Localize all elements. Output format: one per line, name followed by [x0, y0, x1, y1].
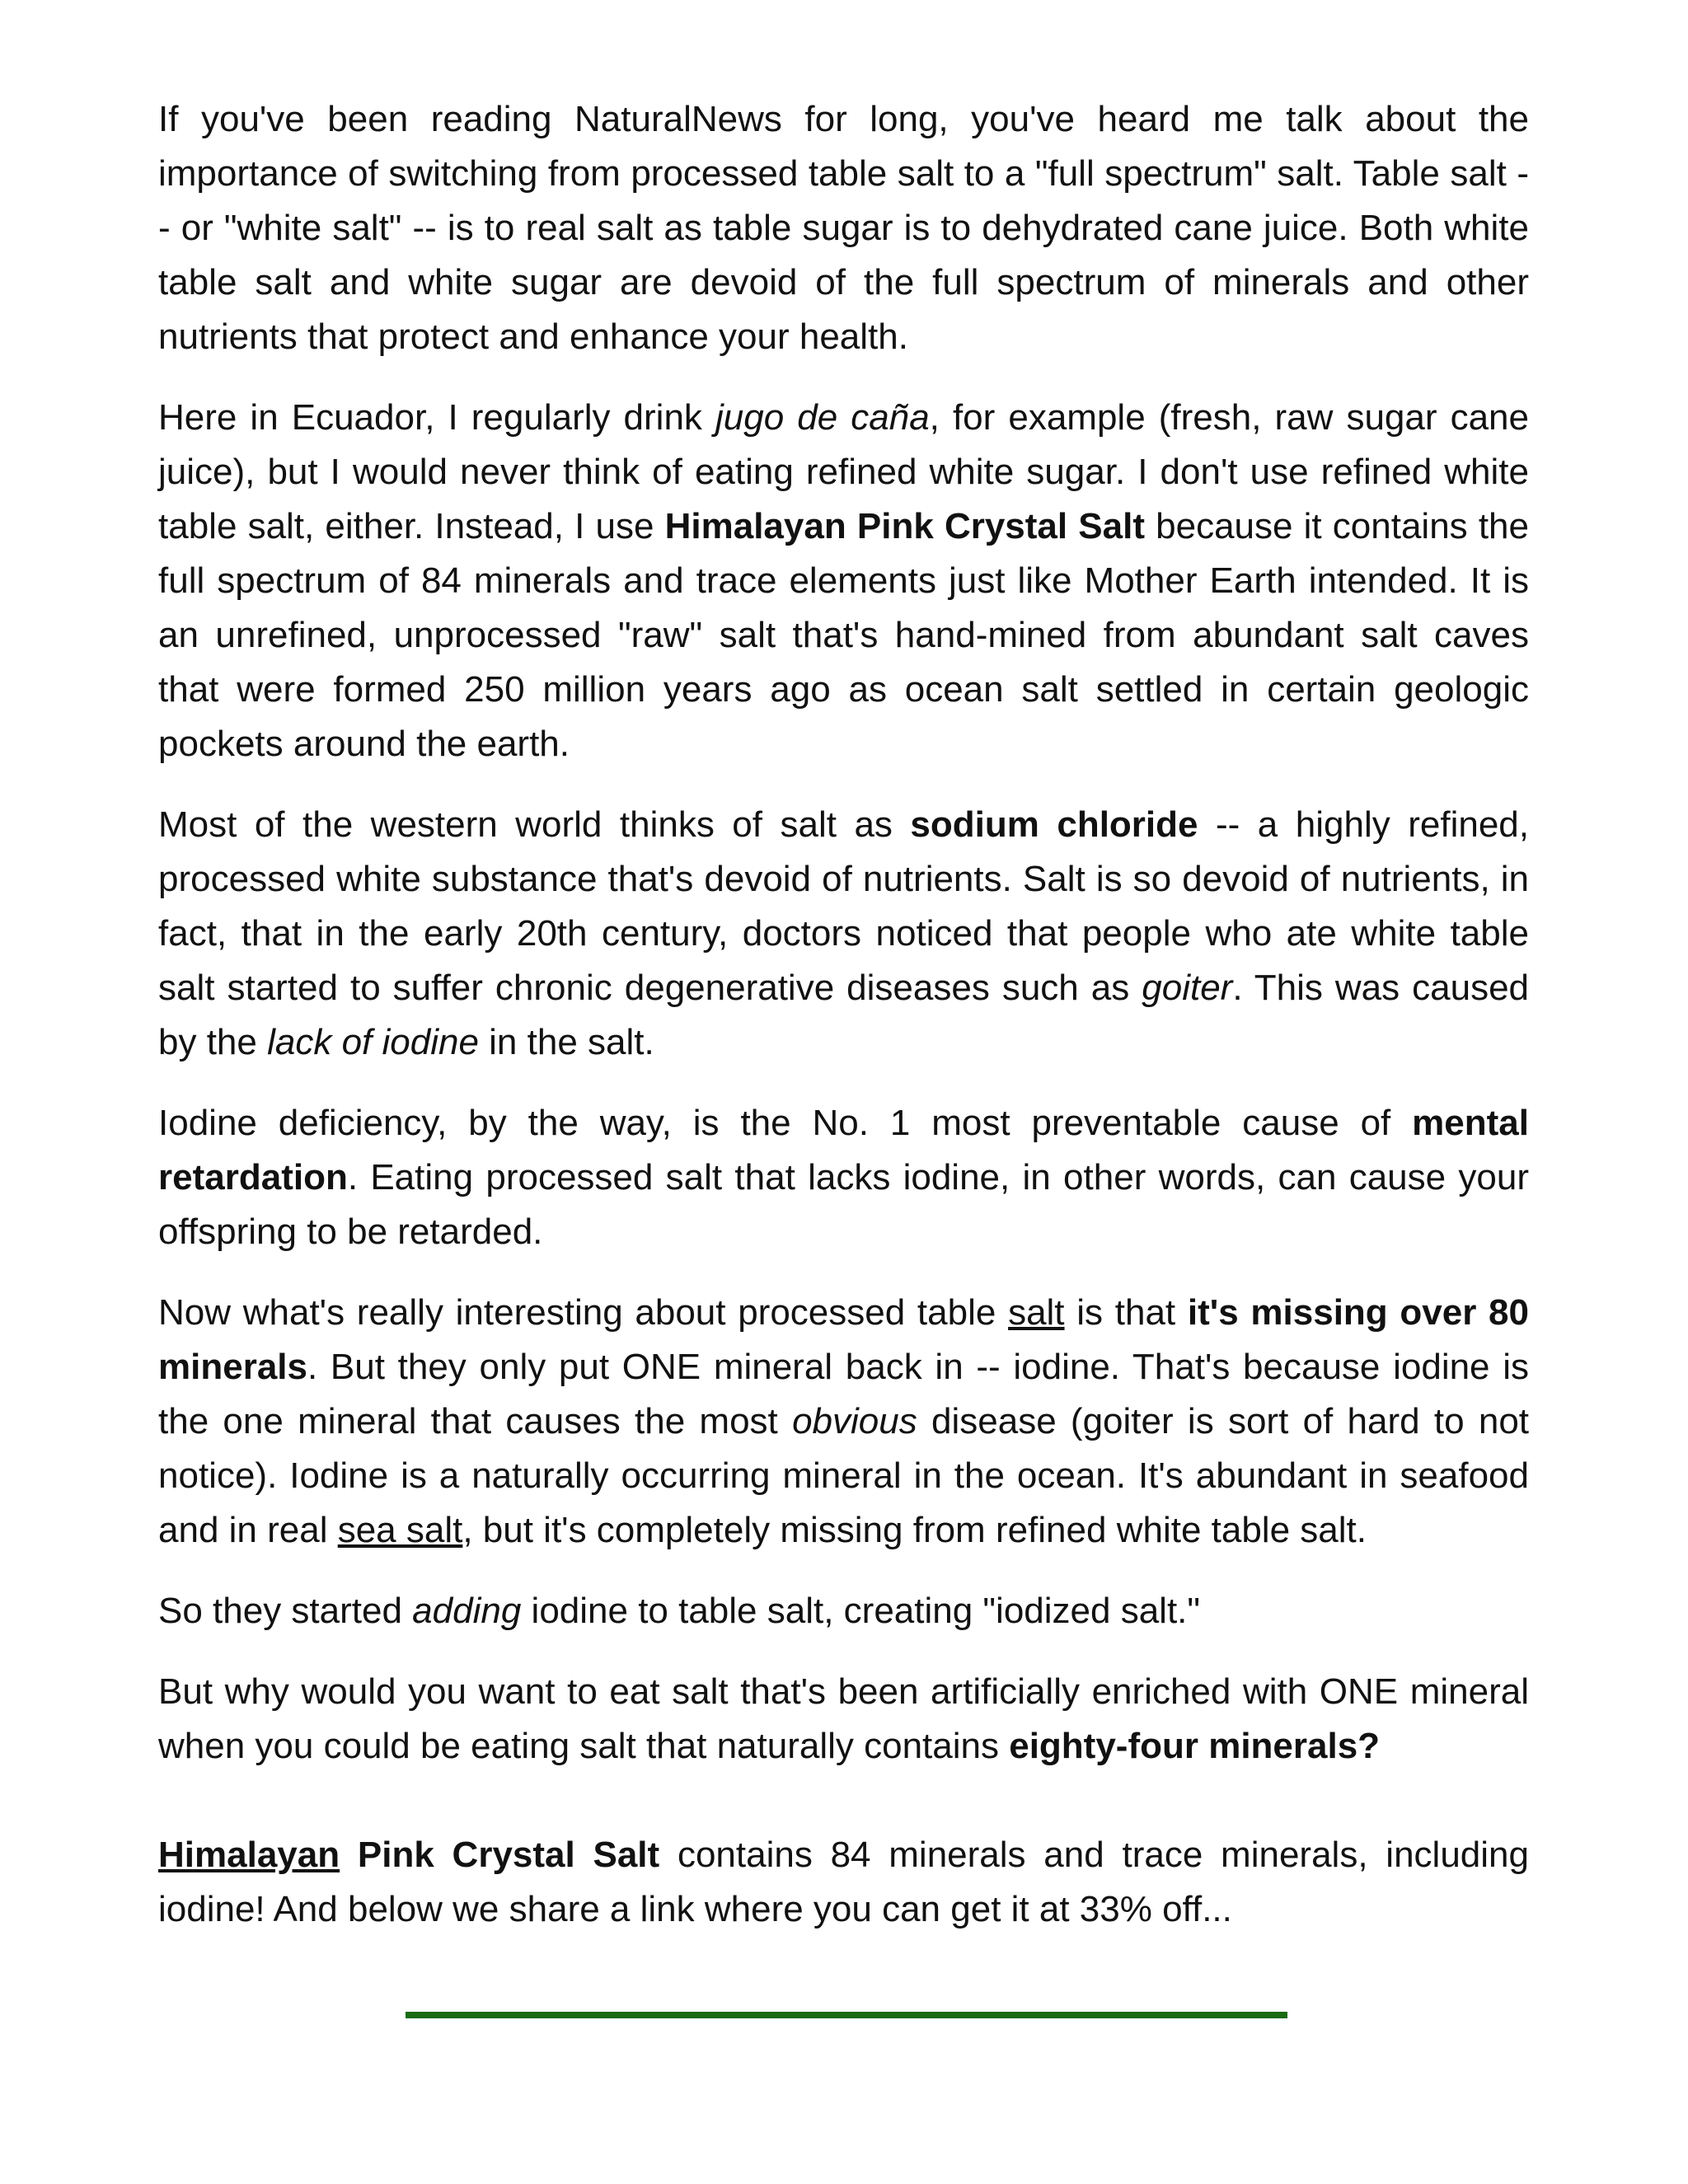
text-run: Here in Ecuador, I regularly drink: [158, 397, 715, 438]
bold-run: it's missing over 80 minerals: [158, 1292, 1529, 1387]
paragraph-missing-minerals: [158, 1286, 1529, 1558]
paragraph-himalayan-offer: [158, 1828, 1529, 1937]
sea-salt-link[interactable]: sea salt: [337, 1510, 463, 1550]
text-run: But why would you want to eat salt that's been artificially enriched with ONE mineral when you could be eating salt that naturally contains: [158, 1671, 1529, 1766]
italic-run: adding: [412, 1591, 522, 1631]
text-run: . But they only put ONE mineral back in -- iodine. That's because iodine is the one mineral that causes the most: [158, 1347, 1529, 1441]
bold-run: eighty-four minerals?: [1009, 1726, 1381, 1766]
text-run: iodine to table salt, creating "iodized salt.": [521, 1591, 1201, 1631]
paragraph-ecuador: [158, 391, 1529, 771]
salt-link[interactable]: salt: [1008, 1292, 1065, 1333]
bold-run: Himalayan Pink Crystal Salt: [664, 506, 1145, 546]
bold-run: Pink Crystal Salt: [340, 1835, 660, 1875]
paragraph-iodized-salt: [158, 1584, 1529, 1638]
italic-run: lack of iodine: [267, 1022, 479, 1062]
paragraph-intro: [158, 92, 1529, 364]
italic-run: obvious: [792, 1401, 917, 1441]
text-run: is that: [1064, 1292, 1188, 1333]
text-run: contains 84 minerals and trace minerals, including iodine! And below we share a link where you can get it at 33% off...: [158, 1835, 1529, 1929]
text-run: . Eating processed salt that lacks iodine, in other words, can cause your offspring to be retarded.: [158, 1157, 1529, 1252]
text-run: disease (goiter is sort of hard to not notice). Iodine is a naturally occurring mineral in the ocean. It's abundant in seafood and in real: [158, 1401, 1530, 1550]
text-run: . This was caused by the: [158, 968, 1530, 1062]
italic-run: jugo de caña: [715, 397, 930, 438]
green-divider: [406, 2012, 1287, 2018]
text-run: Now what's really interesting about processed table: [158, 1292, 1009, 1333]
italic-run: goiter: [1142, 968, 1233, 1008]
paragraph-eighty-four: [158, 1665, 1529, 1774]
bold-run: sodium chloride: [910, 804, 1198, 845]
article-body: [158, 92, 1529, 1963]
paragraph-iodine-deficiency: [158, 1096, 1529, 1259]
text-run: Iodine deficiency, by the way, is the No. 1 most preventable cause of: [158, 1103, 1413, 1143]
text-run: , for example (fresh, raw sugar cane juice), but I would never think of eating refined white sugar. I don't use refined white table salt, either. Instead, I use: [158, 397, 1529, 546]
text-run: So they started: [158, 1591, 413, 1631]
text-run: -- a highly refined, processed white substance that's devoid of nutrients. Salt is so devoid of nutrients, in fact, that in the early 20th century, doctors noticed that people who ate white table salt started to suffer chronic degenerative diseases such as: [158, 804, 1529, 1008]
paragraph-intro-text: If you've been reading NaturalNews for long, you've heard me talk about the importance of switching from processed table salt to a "full spectrum" salt. Table salt -- or "white salt" -- is to real salt as table sugar is to dehydrated cane juice. Both white table salt and white sugar are devoid of the full spectrum of minerals and other nutrients that protect and enhance your health.: [158, 99, 1529, 357]
bold-run: mental retardation: [158, 1103, 1529, 1197]
text-run: in the salt.: [478, 1022, 654, 1062]
paragraph-sodium-chloride: [158, 798, 1529, 1070]
text-run: Most of the western world thinks of salt as: [158, 804, 911, 845]
text-run: , but it's completely missing from refined white table salt.: [462, 1510, 1367, 1550]
himalayan-link[interactable]: Himalayan: [158, 1835, 340, 1875]
text-run: because it contains the full spectrum of 84 minerals and trace elements just like Mother Earth intended. It is an unrefined, unprocessed "raw" salt that's hand-mined from abundant salt caves that were formed 250 million years ago as ocean salt settled in certain geologic pockets around the earth.: [158, 506, 1529, 764]
